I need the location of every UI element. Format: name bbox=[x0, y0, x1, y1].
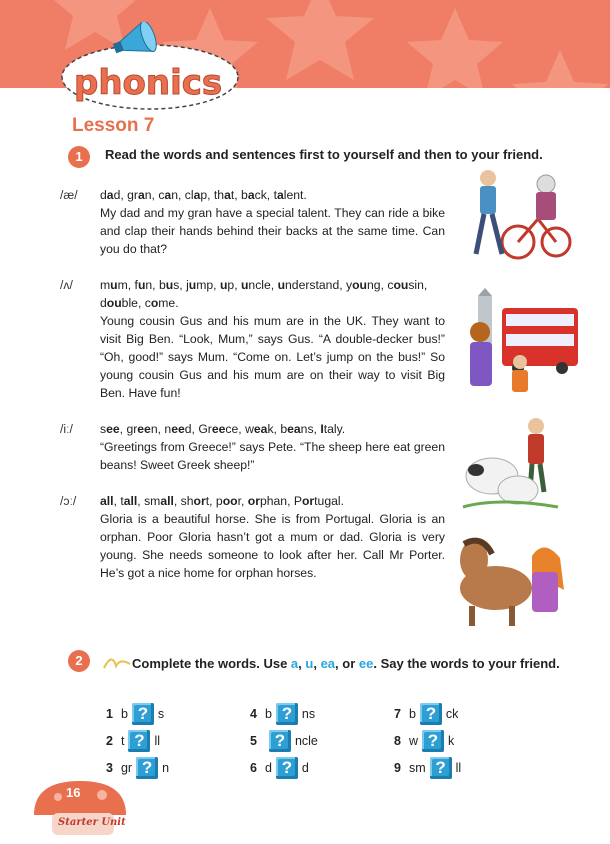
page-footer bbox=[30, 775, 150, 835]
answer-box[interactable]: ? bbox=[128, 730, 150, 752]
phonics-word: cousin bbox=[387, 278, 424, 292]
phonics-word: green bbox=[126, 422, 158, 436]
word-list: mum, fun, bus, jump, up, uncle, understand, young, cousin, double, come. bbox=[100, 278, 428, 310]
word-list: dad, gran, can, clap, that, back, talent. bbox=[100, 188, 307, 202]
option-ea: ea bbox=[320, 656, 336, 671]
list-item: 5 ? ncle bbox=[250, 731, 318, 750]
phoneme-symbol: /ɔː/ bbox=[60, 494, 77, 508]
section-uh bbox=[60, 276, 445, 402]
phonics-word: need bbox=[164, 422, 192, 436]
lesson-title: Lesson 7 bbox=[72, 115, 155, 136]
phoneme-symbol: /æ/ bbox=[60, 188, 78, 202]
phonics-word: short bbox=[180, 494, 210, 508]
option-a: a bbox=[290, 656, 299, 671]
word-list: all, tall, small, short, poor, orphan, Portugal. bbox=[100, 494, 344, 508]
section-text: “Greetings from Greece!” says Pete. “The sheep here eat green beans! Sweet Greek sheep!” bbox=[100, 440, 445, 472]
sheep-illustration bbox=[458, 412, 570, 512]
list-item: 2 t ? ll bbox=[106, 731, 160, 750]
phonics-word: Greece bbox=[198, 422, 239, 436]
phonics-word: gran bbox=[127, 188, 152, 202]
phonics-word: fun bbox=[134, 278, 153, 292]
phonics-word: clap bbox=[184, 188, 208, 202]
answer-box[interactable]: ? bbox=[420, 703, 442, 725]
phonics-word: poor bbox=[215, 494, 241, 508]
answer-box[interactable]: ? bbox=[276, 703, 298, 725]
bike-clap-illustration bbox=[458, 164, 578, 264]
horse-illustration bbox=[452, 530, 580, 628]
phonics-word: Italy. bbox=[320, 422, 346, 436]
exercise-badge-2: 2 bbox=[68, 650, 90, 672]
list-item: 3 gr ? n bbox=[106, 758, 170, 777]
list-item: 1 b ? s bbox=[106, 704, 165, 723]
phonics-word: come. bbox=[144, 296, 179, 310]
option-ee: ee bbox=[358, 656, 374, 671]
phonics-word: mum bbox=[100, 278, 128, 292]
phonics-word: bus bbox=[158, 278, 180, 292]
phonics-logo bbox=[60, 22, 240, 112]
mushroom-page-marker-icon bbox=[30, 775, 150, 839]
phonics-word: back bbox=[241, 188, 267, 202]
section-text: Gloria is a beautiful horse. She is from Portugal. Gloria is an orphan. Poor Gloria hasn’t got a mum or dad. Gloria is very young. She needs someone to look after her. Call Mr Porter. He’s got a nice home for orphan horses. bbox=[100, 512, 445, 580]
phonics-word: tall bbox=[120, 494, 138, 508]
phonics-word: orphan bbox=[247, 494, 288, 508]
answer-box[interactable]: ? bbox=[422, 730, 444, 752]
option-u: u bbox=[305, 656, 314, 671]
section-text: My dad and my gran have a special talent. They can ride a bike and clap their hands behind their backs at the same time. Can you do that? bbox=[100, 206, 445, 256]
answer-box[interactable]: ? bbox=[136, 757, 158, 779]
word-list: see, green, need, Greece, weak, beans, Italy. bbox=[100, 422, 346, 436]
phonics-word: young bbox=[346, 278, 381, 292]
answer-box[interactable]: ? bbox=[269, 730, 291, 752]
page-number: 16 bbox=[66, 785, 81, 800]
phonics-word: beans bbox=[280, 422, 314, 436]
phonics-word: can bbox=[158, 188, 178, 202]
phoneme-symbol: /ʌ/ bbox=[60, 278, 73, 292]
list-item: 7 b ? ck bbox=[394, 704, 459, 723]
unit-label: Starter Unit bbox=[58, 817, 126, 828]
phonics-word: that bbox=[213, 188, 235, 202]
phonics-word: all bbox=[100, 494, 114, 508]
answer-box[interactable]: ? bbox=[132, 703, 154, 725]
phonics-word: small bbox=[144, 494, 174, 508]
phonics-word: double bbox=[100, 296, 138, 310]
section-text: Young cousin Gus and his mum are in the UK. They want to visit Big Ben. “Look, Mum,” says Gus. “A double-decker bus!” “Oh, good!” says Mum. “Come on. Let’s jump on the bus!” So young cousin Gus and his mum are on their way to visit Big Ben. Have fun! bbox=[100, 314, 445, 400]
section-ee bbox=[60, 420, 445, 474]
phonics-word: up bbox=[219, 278, 235, 292]
section-aw bbox=[60, 492, 445, 582]
list-item: 8 w ? k bbox=[394, 731, 455, 750]
megaphone-icon bbox=[60, 22, 240, 112]
phonics-word: weak bbox=[245, 422, 274, 436]
section-ae bbox=[60, 186, 445, 258]
phonics-word: dad bbox=[100, 188, 121, 202]
exercise2-instruction: Complete the words. Use a, u, ea, or ee. Say the words to your friend. bbox=[132, 656, 560, 671]
exercise-badge-1: 1 bbox=[68, 146, 90, 168]
phonics-word: Portugal. bbox=[293, 494, 344, 508]
list-item: 6 d ? d bbox=[250, 758, 309, 777]
phonics-word: jump bbox=[186, 278, 214, 292]
list-item: 4 b ? ns bbox=[250, 704, 316, 723]
phonics-word: understand bbox=[277, 278, 340, 292]
london-bus-illustration bbox=[458, 288, 580, 396]
phoneme-symbol: /iː/ bbox=[60, 422, 73, 436]
exercise1-instruction: Read the words and sentences first to yourself and then to your friend. bbox=[105, 147, 543, 162]
phonics-word: talent. bbox=[273, 188, 307, 202]
answer-box[interactable]: ? bbox=[276, 757, 298, 779]
phonics-word: see bbox=[100, 422, 120, 436]
phonics-word: uncle bbox=[240, 278, 271, 292]
answer-box[interactable]: ? bbox=[430, 757, 452, 779]
list-item: 9 sm ? ll bbox=[394, 758, 462, 777]
brand-text: phonics bbox=[74, 63, 223, 103]
